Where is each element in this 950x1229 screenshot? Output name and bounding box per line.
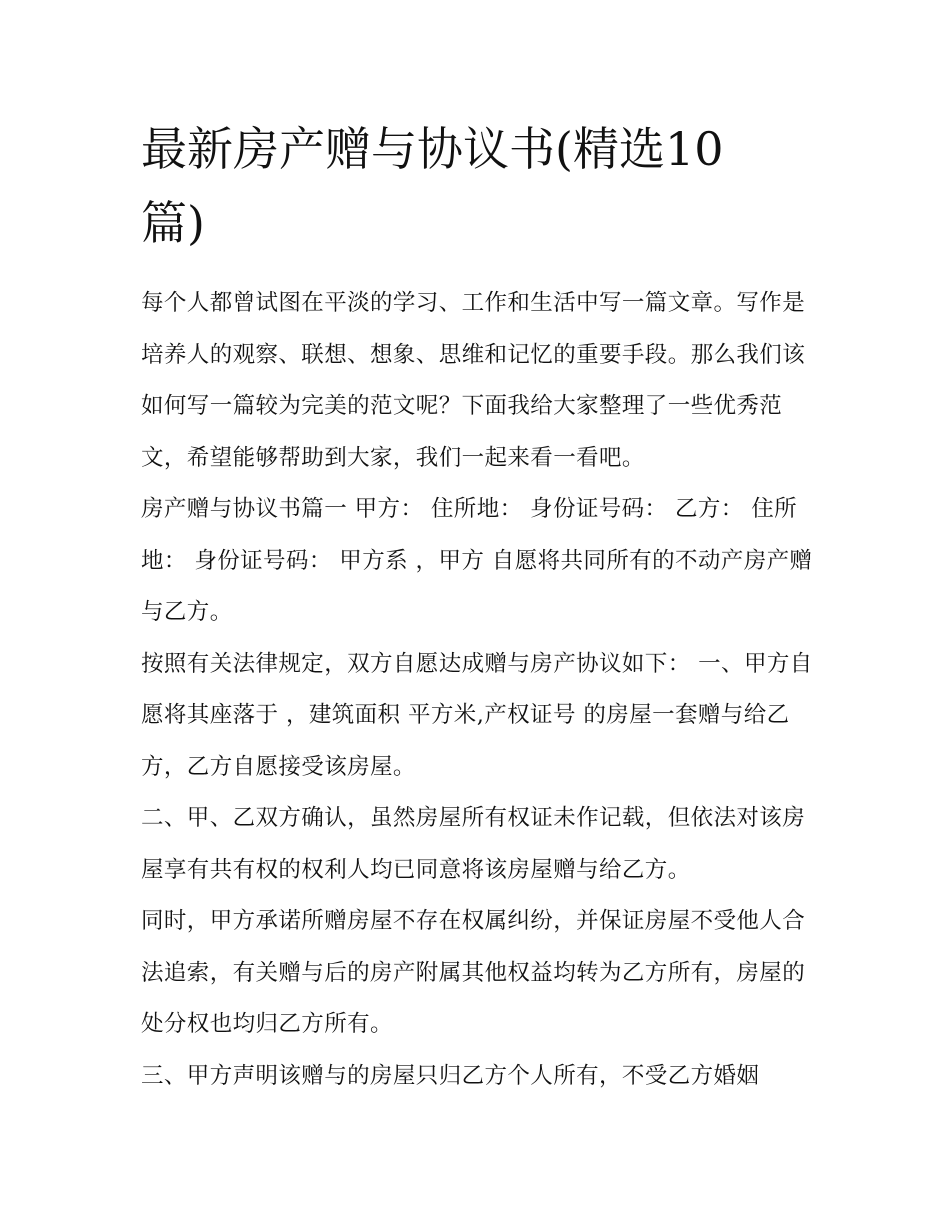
paragraph-parties: 房产赠与协议书篇一 甲方： 住所地： 身份证号码： 乙方： 住所地： 身份证号码： 甲方系 ，甲方 自愿将共同所有的不动产房产赠与乙方。	[141, 496, 813, 625]
paragraph-clause-one: 按照有关法律规定，双方自愿达成赠与房产协议如下： 一、甲方自愿将其座落于 ，建筑面积 平方米,产权证号 的房屋一套赠与给乙方，乙方自愿接受该房屋。	[141, 650, 813, 780]
document-title: 最新房产赠与协议书(精选10篇)	[141, 122, 724, 250]
paragraph-intro: 每个人都曾试图在平淡的学习、工作和生活中写一篇文章。写作是培养人的观察、联想、想象、思维和记忆的重要手段。那么我们该如何写一篇较为完美的范文呢？下面我给大家整理了一些优秀范文，希望能够帮助到大家，我们一起来看一看吧。	[141, 290, 806, 471]
paragraph-clause-three: 三、甲方声明该赠与的房屋只归乙方个人所有，不受乙方婚姻	[141, 1062, 760, 1089]
paragraph-clause-two: 二、甲、乙双方确认，虽然房屋所有权证未作记载，但依法对该房屋享有共有权的权利人均已同意将该房屋赠与给乙方。	[141, 805, 806, 883]
paragraph-guarantee: 同时，甲方承诺所赠房屋不存在权属纠纷，并保证房屋不受他人合法追索，有关赠与后的房产附属其他权益均转为乙方所有，房屋的处分权也均归乙方所有。	[141, 908, 806, 1037]
document-page	[141, 112, 813, 1102]
